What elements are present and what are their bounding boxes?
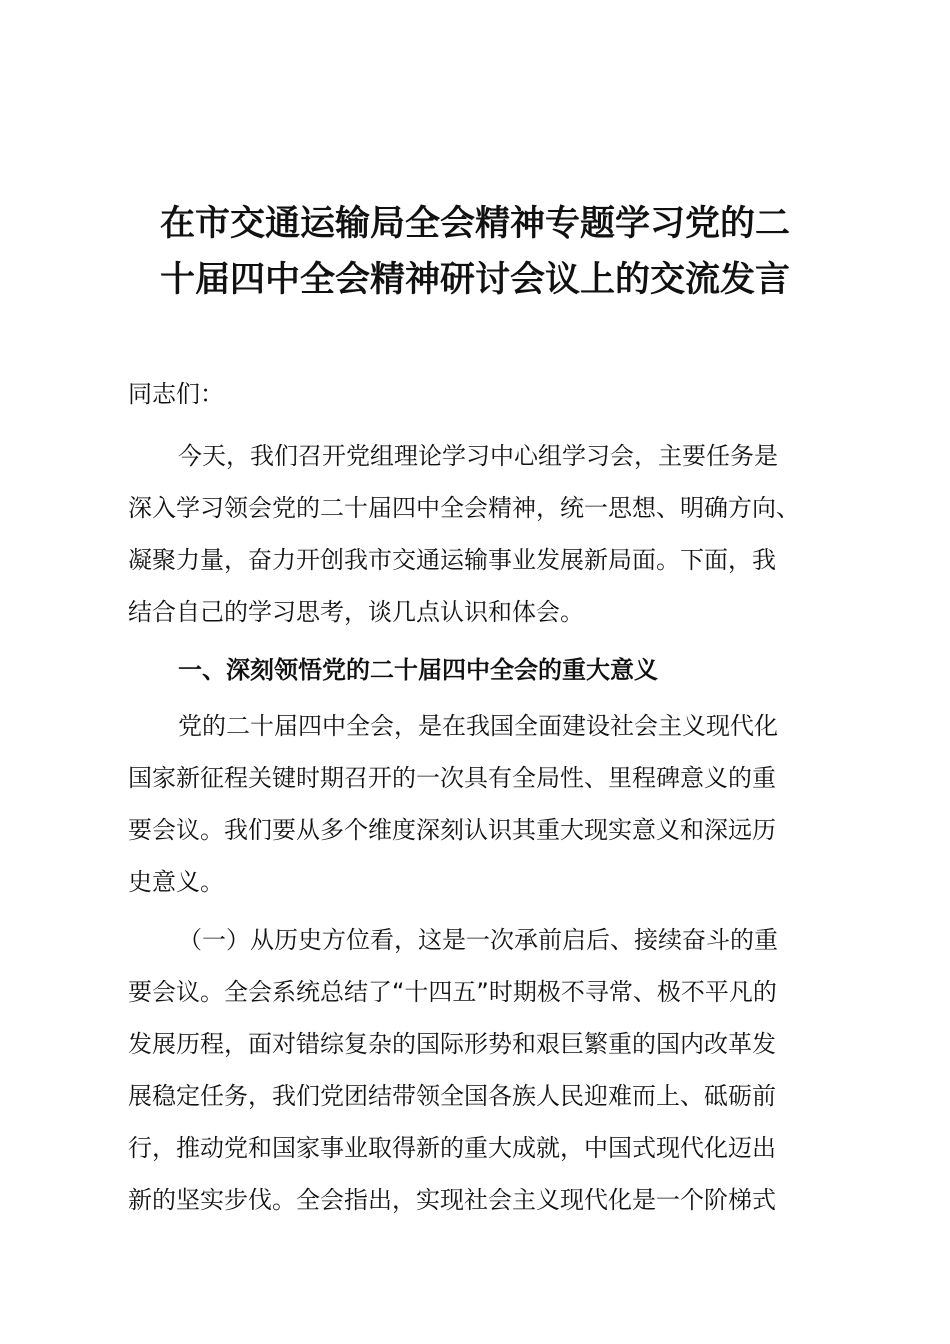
paragraph-line: 要会议。我们要从多个维度深刻认识其重大现实意义和深远历	[128, 816, 776, 844]
paragraph-line: 国家新征程关键时期召开的一次具有全局性、里程碑意义的重	[128, 764, 776, 792]
paragraph-line: 发展历程，面对错综复杂的国际形势和艰巨繁重的国内改革发	[128, 1030, 776, 1058]
paragraph-line: 史意义。	[128, 868, 224, 896]
paragraph-line: 深入学习领会党的二十届四中全会精神，统一思想、明确方向、	[128, 494, 800, 522]
paragraph-line: 今天，我们召开党组理论学习中心组学习会，主要任务是	[178, 442, 778, 470]
paragraph-historical	[128, 914, 828, 1226]
document-title	[110, 196, 840, 308]
paragraph-line: 要会议。全会系统总结了“十四五”时期极不寻常、极不平凡的	[128, 978, 777, 1006]
paragraph-line: 党的二十届四中全会，是在我国全面建设社会主义现代化	[178, 712, 778, 740]
paragraph-line: 展稳定任务，我们党团结带领全国各族人民迎难而上、砥砺前	[128, 1082, 776, 1110]
paragraph-line: （一）从历史方位看，这是一次承前启后、接续奋斗的重	[178, 926, 778, 954]
salutation: 同志们：	[128, 380, 224, 408]
paragraph-intro	[128, 430, 828, 638]
paragraph-line: 行，推动党和国家事业取得新的重大成就，中国式现代化迈出	[128, 1134, 776, 1162]
section-heading: 一、深刻领悟党的二十届四中全会的重大意义	[178, 656, 658, 684]
paragraph-significance	[128, 700, 828, 908]
paragraph-line: 结合自己的学习思考，谈几点认识和体会。	[128, 598, 584, 626]
paragraph-line: 新的坚实步伐。全会指出，实现社会主义现代化是一个阶梯式	[128, 1186, 776, 1214]
paragraph-line: 凝聚力量，奋力开创我市交通运输事业发展新局面。下面，我	[128, 546, 776, 574]
document-body	[128, 368, 828, 1226]
title-line: 在市交通运输局全会精神专题学习党的二	[159, 203, 790, 244]
title-line: 十届四中全会精神研讨会议上的交流发言	[159, 259, 790, 300]
